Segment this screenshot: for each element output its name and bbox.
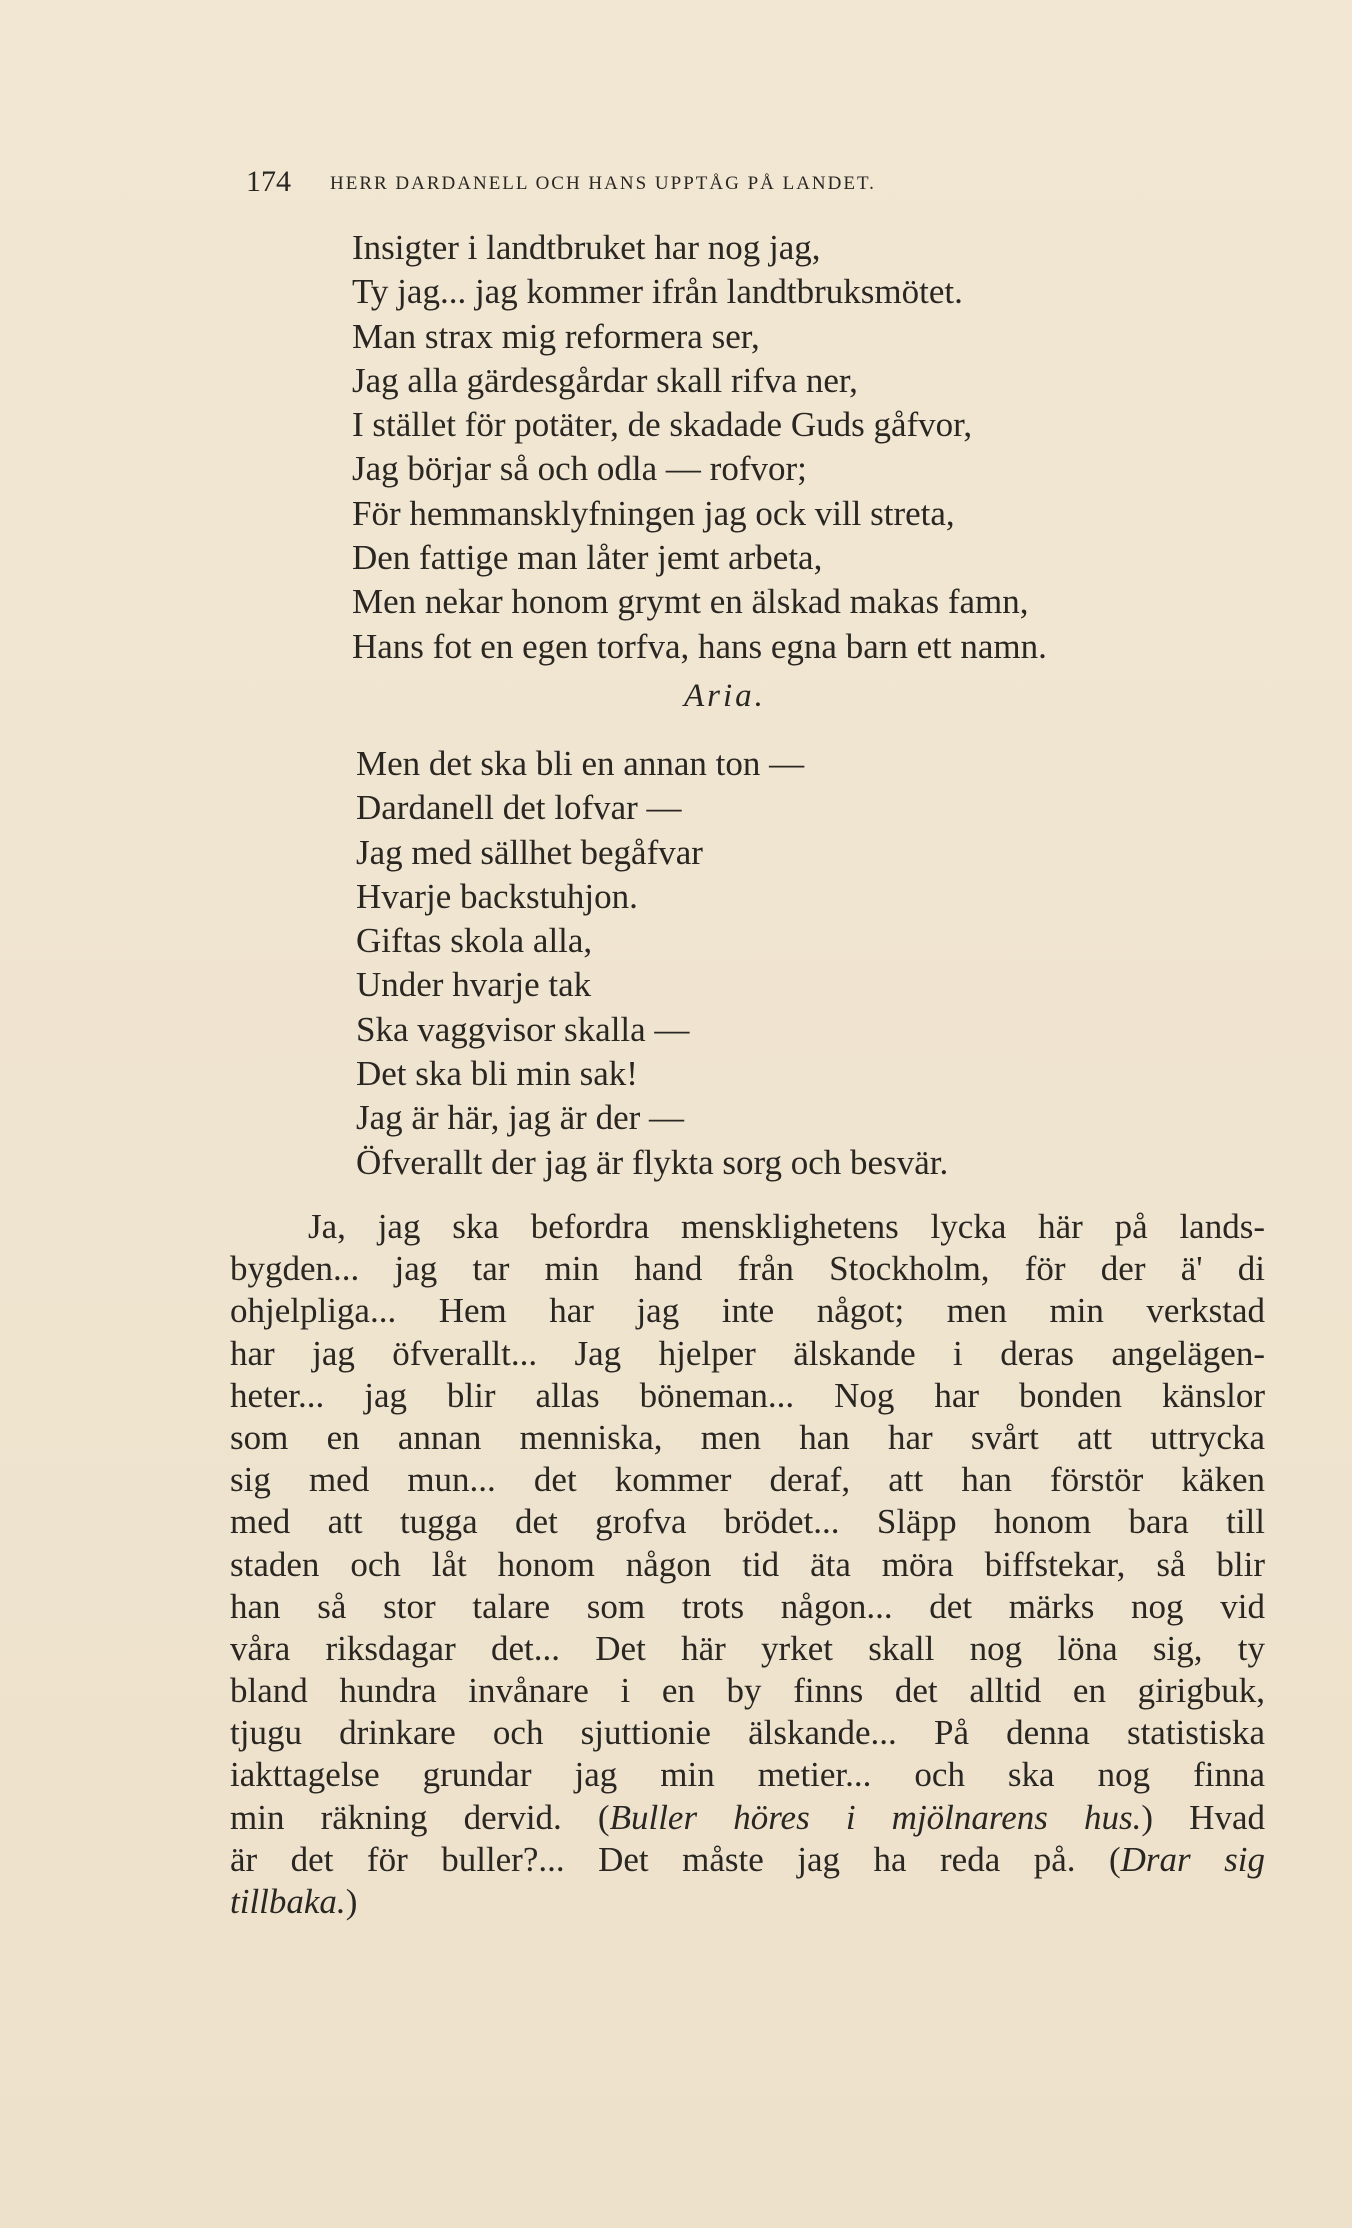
prose-line-stage-direction: [230, 1839, 1265, 1881]
verse-line: Jag med sällhet begåfvar: [356, 832, 703, 872]
verse-line: Ty jag... jag kommer ifrån landtbruksmötet.: [352, 272, 963, 312]
verse-line: Jag börjar så och odla — rofvor;: [352, 449, 807, 489]
verse-line: Ska vaggvisor skalla —: [356, 1009, 690, 1049]
running-head: HERR DARDANELL OCH HANS UPPTÅG PÅ LANDET.: [330, 173, 876, 194]
verse-line: Insigter i landtbruket har nog jag,: [352, 228, 821, 267]
page-header: [246, 165, 1206, 205]
prose-line: Ja, jag ska befordra mensklighetens lycka här på lands-: [308, 1207, 1265, 1246]
prose-line: som en annan menniska, men han har svårt att uttrycka: [230, 1417, 1265, 1457]
verse-line: Öfverallt der jag är flykta sorg och besvär.: [356, 1142, 949, 1182]
prose-line: tjugu drinkare och sjuttionie älskande... På denna statistiska: [230, 1713, 1265, 1753]
prose-line: ohjelpliga... Hem har jag inte något; men min verkstad: [230, 1291, 1265, 1331]
prose-line: bland hundra invånare i en by finns det alltid en girigbuk,: [230, 1671, 1265, 1711]
verse-line: Hvarje backstuhjon.: [356, 876, 638, 916]
verse-line: För hemmansklyfningen jag ock vill streta,: [352, 493, 955, 533]
verse-line: Under hvarje tak: [356, 965, 592, 1005]
prose-line: staden och låt honom någon tid äta möra biffstekar, så blir: [230, 1544, 1265, 1584]
prose-line: heter... jag blir allas böneman... Nog har bonden känslor: [230, 1375, 1265, 1415]
prose-line-stage-direction: [230, 1797, 1265, 1839]
page-number: 174: [246, 165, 291, 198]
prose-text: ): [345, 1882, 358, 1921]
prose-line: sig med mun... det kommer deraf, att han förstör käken: [230, 1460, 1265, 1500]
verse-line: Jag är här, jag är der —: [356, 1098, 685, 1138]
prose-line: bygden... jag tar min hand från Stockholm, för der ä' di: [230, 1249, 1265, 1289]
verse-line: Giftas skola alla,: [356, 921, 593, 961]
verse-line: Dardanell det lofvar —: [356, 788, 682, 828]
prose-line: med att tugga det grofva brödet... Släpp honom bara till: [230, 1502, 1265, 1542]
verse-line: Hans fot en egen torfva, hans egna barn ett namn.: [352, 626, 1047, 666]
verse-line: Men det ska bli en annan ton —: [356, 744, 805, 783]
prose-text: ) Hvad: [1141, 1797, 1265, 1837]
verse-line: Man strax mig reformera ser,: [352, 316, 760, 356]
prose-line-stage-direction: [230, 1881, 1265, 1923]
prose-line: har jag öfverallt... Jag hjelper älskande i deras angelägen-: [230, 1333, 1265, 1373]
aria-heading: Aria.: [684, 678, 766, 714]
verse-line: Men nekar honom grymt en älskad makas famn,: [352, 582, 1029, 622]
verse-line: Det ska bli min sak!: [356, 1054, 638, 1094]
prose-line: våra riksdagar det... Det här yrket skall nog löna sig, ty: [230, 1628, 1265, 1668]
prose-line: han så stor talare som trots någon... det märks nog vid: [230, 1586, 1265, 1626]
stage-direction: tillbaka.: [230, 1882, 346, 1921]
verse-line: Den fattige man låter jemt arbeta,: [352, 538, 823, 578]
prose-text: min räkning dervid. (: [230, 1797, 610, 1837]
verse-line: Jag alla gärdesgårdar skall rifva ner,: [352, 360, 858, 400]
prose-line: iakttagelse grundar jag min metier... och ska nog finna: [230, 1755, 1265, 1795]
prose-paragraph: [230, 1206, 1265, 1923]
stage-direction: Buller höres i mjölnarens hus.: [609, 1797, 1142, 1837]
stage-direction: Drar sig: [1120, 1839, 1265, 1879]
prose-text: är det för buller?... Det måste jag ha reda på. (: [230, 1839, 1121, 1879]
verse-stanza-aria: [356, 742, 948, 1185]
verse-stanza-1: [352, 226, 1047, 669]
verse-line: I stället för potäter, de skadade Guds gåfvor,: [352, 405, 973, 445]
